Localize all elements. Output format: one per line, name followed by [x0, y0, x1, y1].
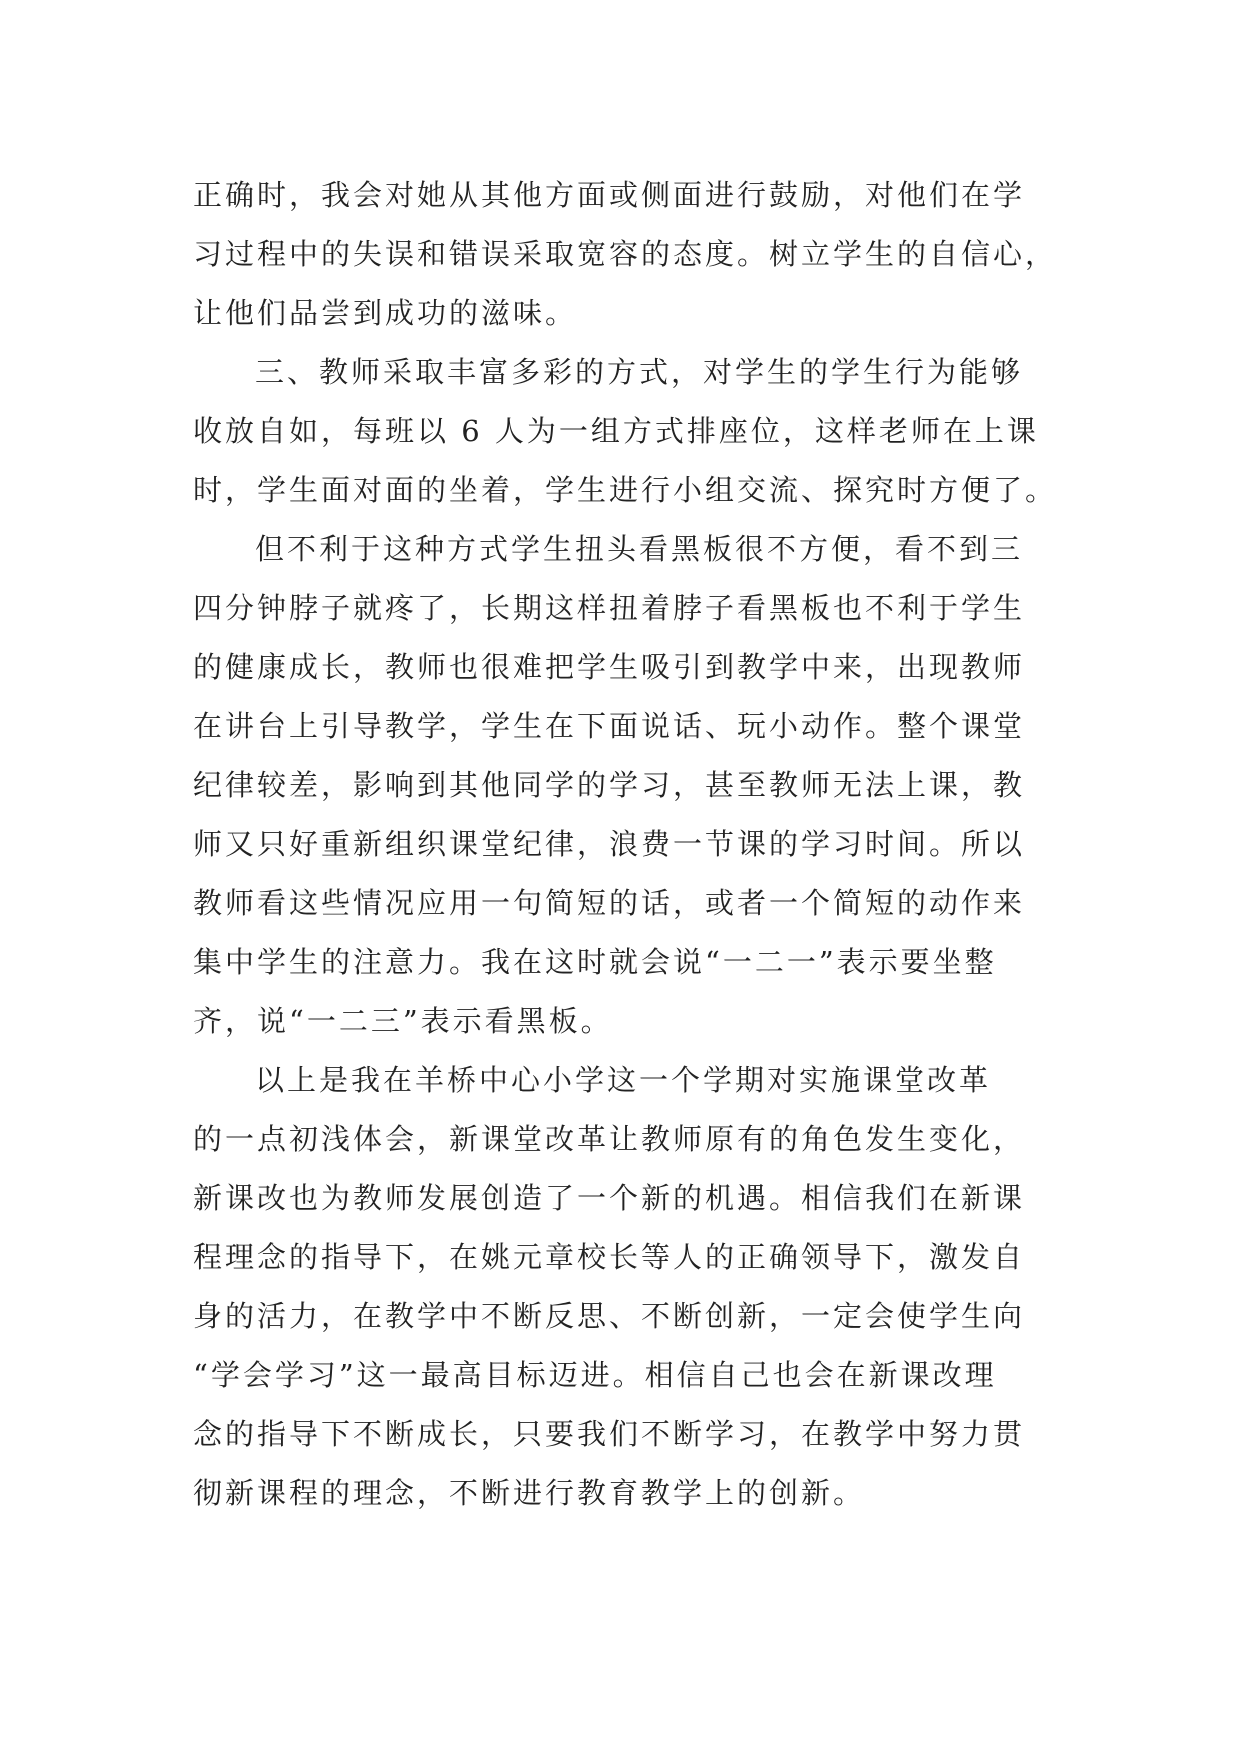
text-line: “学会学习”这一最高目标迈进。相信自己也会在新课改理 — [193, 1358, 997, 1392]
text-line: 四分钟脖子就疼了，长期这样扭着脖子看黑板也不利于学生 — [193, 591, 1026, 625]
text-line: 程理念的指导下，在姚元章校长等人的正确领导下，激发自 — [193, 1240, 1026, 1274]
text-line: 的一点初浅体会，新课堂改革让教师原有的角色发生变化， — [193, 1122, 1026, 1156]
text-line: 纪律较差，影响到其他同学的学习，甚至教师无法上课，教 — [193, 768, 1026, 802]
text-line: 习过程中的失误和错误采取宽容的态度。树立学生的自信心， — [193, 237, 1058, 271]
text-line: 师又只好重新组织课堂纪律，浪费一节课的学习时间。所以 — [193, 827, 1026, 861]
text-line: 收放自如，每班以 6 人为一组方式排座位，这样老师在上课 — [193, 414, 1039, 448]
text-line: 以上是我在羊桥中心小学这一个学期对实施课堂改革 — [255, 1063, 992, 1097]
text-line: 念的指导下不断成长，只要我们不断学习，在教学中努力贯 — [193, 1417, 1026, 1451]
text-line: 但不利于这种方式学生扭头看黑板很不方便，看不到三 — [255, 532, 1024, 566]
text-line: 新课改也为教师发展创造了一个新的机遇。相信我们在新课 — [193, 1181, 1026, 1215]
text-line: 的健康成长，教师也很难把学生吸引到教学中来，出现教师 — [193, 650, 1026, 684]
body-text — [193, 166, 1093, 1523]
text-line: 教师看这些情况应用一句简短的话，或者一个简短的动作来 — [193, 886, 1026, 920]
text-line: 齐，说“一二三”表示看黑板。 — [193, 1004, 613, 1038]
text-line: 身的活力，在教学中不断反思、不断创新，一定会使学生向 — [193, 1299, 1026, 1333]
text-line: 三、教师采取丰富多彩的方式，对学生的学生行为能够 — [255, 355, 1024, 389]
text-line: 时，学生面对面的坐着，学生进行小组交流、探究时方便了。 — [193, 473, 1058, 507]
text-line: 正确时，我会对她从其他方面或侧面进行鼓励，对他们在学 — [193, 178, 1026, 212]
text-line: 让他们品尝到成功的滋味。 — [193, 296, 578, 330]
text-line: 集中学生的注意力。我在这时就会说“一二一”表示要坐整 — [193, 945, 997, 979]
text-line: 彻新课程的理念，不断进行教育教学上的创新。 — [193, 1476, 866, 1510]
text-line: 在讲台上引导教学，学生在下面说话、玩小动作。整个课堂 — [193, 709, 1026, 743]
